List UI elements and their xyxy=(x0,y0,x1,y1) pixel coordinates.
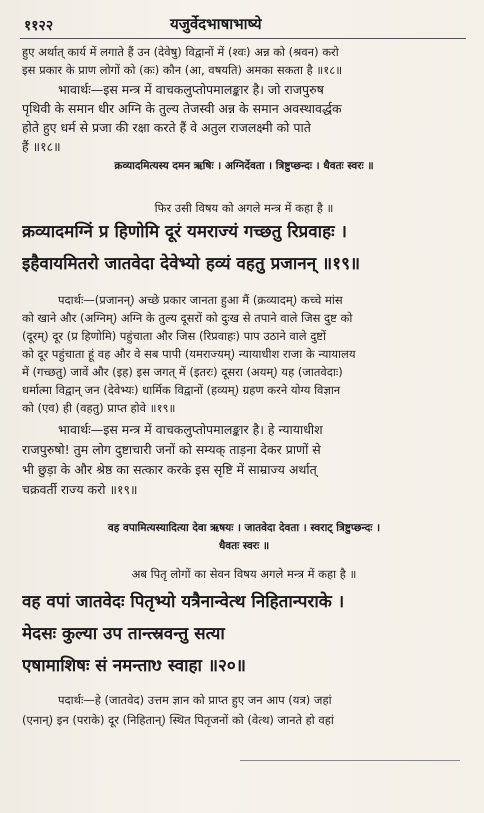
intro-line: अब पितृ लोगों का सेवन विषय अगले मन्त्र में कहा है ॥ xyxy=(131,567,357,581)
mantra-line: इहैवायमितरो जातवेदा देवेभ्यो हव्यं वहतु प्रजानन् ॥१९॥ xyxy=(22,254,361,274)
text-line: इस प्रकार के प्राण लोगों को (कः) कौन (आ, वषयति) अमका सकता है ॥१८॥ xyxy=(22,63,343,77)
text-line: चक्रवर्ती राज्य करो ॥१९॥ xyxy=(22,482,138,497)
rishi-devata-line: वह वपामित्यस्यादित्या देवा ऋषयः । जातवेदा देवता । स्वराट् त्रिष्टुप्छन्दः । xyxy=(107,522,381,534)
mantra-line: एषामाशिषः सं नमन्ताᳪ स्वाहा ॥२०॥ xyxy=(22,656,246,676)
page-number: ११२२ xyxy=(24,18,54,34)
mantra-line: मेदसः कुल्या उप तान्त्स्रवन्तु सत्या xyxy=(22,624,225,644)
text-line: धर्मात्मा विद्वान् जन (देवेभ्यः) धार्मिक विद्वानों (हव्यम्) ग्रहण करने योग्य विज्ञान xyxy=(22,383,341,397)
intro-line: फिर उसी विषय को अगले मन्त्र में कहा है ॥ xyxy=(154,201,334,215)
text-line: भी छुड़ा के और श्रेष्ठ का सत्कार करके इस सृष्टि में साम्राज्य अर्थात् xyxy=(22,462,317,477)
text-line: (दूरम्) दूर (प्र हिणोमि) पहुंचाता और जिस (रिप्रवाहः) पाप उठाने वाले दुष्टों xyxy=(22,329,326,343)
footer-rule xyxy=(240,760,460,761)
text-line: होते हुए धर्म से प्रजा की रक्षा करते हैं वे अतुल राजलक्ष्मी को पाते xyxy=(22,120,311,135)
mantra-line: वह वपां जातवेदः पितृभ्यो यत्रैनान्वेत्थ निहितान्पराके । xyxy=(22,592,345,612)
running-title: यजुर्वेदभाषाभाष्ये xyxy=(170,15,262,33)
page-header xyxy=(20,10,460,40)
text-line: को (एव) ही (वहतु) प्राप्त होवे ॥१९॥ xyxy=(22,401,176,415)
bhavartha-heading-line: भावार्थः—इस मन्त्र में वाचकलुप्तोपमालङ्कार है। जो राजपुरुष xyxy=(58,82,324,97)
text-line: राजपुरुषो! तुम लोग दुष्टाचारी जनों को सम्यक् ताड़ना देकर प्राणों से xyxy=(22,442,321,457)
text-line: हैं ॥१८॥ xyxy=(22,139,61,154)
padartha-heading-line: पदार्थः—हे (जातवेद) उत्तम ज्ञान को प्राप्त हुए जन आप (यत्र) जहां xyxy=(58,693,332,707)
bhavartha-heading-line: भावार्थः—इस मन्त्र में वाचकलुप्तोपमालङ्कार है। हे न्यायाधीश xyxy=(58,422,323,437)
text-line: को खाने और (अग्निम्) अग्नि के तुल्य दूसरों को दुःख से तपाने वाले जिस दुष्ट को xyxy=(22,311,353,325)
text-line: को दूर पहुंचाता हूं वह और वे सब पापी (यमराज्यम्) न्यायाधीश राजा के न्यायालय xyxy=(22,347,356,361)
padartha-heading-line: पदार्थः—(प्रजानन्) अच्छे प्रकार जानता हुआ मैं (क्रव्यादम्) कच्चे मांस xyxy=(58,293,343,307)
svara-line: धैवतः स्वरः ॥ xyxy=(218,540,270,552)
text-line: पृथिवी के समान धीर अग्नि के तुल्य तेजस्वी अन्न के समान अवस्थावर्द्धक xyxy=(22,101,342,116)
text-line: (एनान्) इन (पराके) दूर (निहितान्) स्थित पितृजनों को (वेत्थ) जानते हो वहां xyxy=(22,713,334,727)
mantra-line: क्रव्यादमग्निं प्र हिणोमि दूरं यमराज्यं गच्छतु रिप्रवाहः । xyxy=(22,222,347,242)
header-rule xyxy=(20,38,466,39)
rishi-devata-line: क्रव्यादमित्यस्य दमन ऋषिः । अग्निर्देवता । त्रिष्टुप्छन्दः । धैवतः स्वरः ॥ xyxy=(114,160,374,172)
text-line: में (गच्छतु) जावें और (इह) इस जगत् में (इतरः) दूसरा (अयम्) यह (जातवेदाः) xyxy=(22,365,343,379)
text-line: हुए अर्थात् कार्य में लगाते हैं उन (देवेषु) विद्वानों में (श्वः) अन्न को (श्रवन) करो xyxy=(22,45,339,59)
